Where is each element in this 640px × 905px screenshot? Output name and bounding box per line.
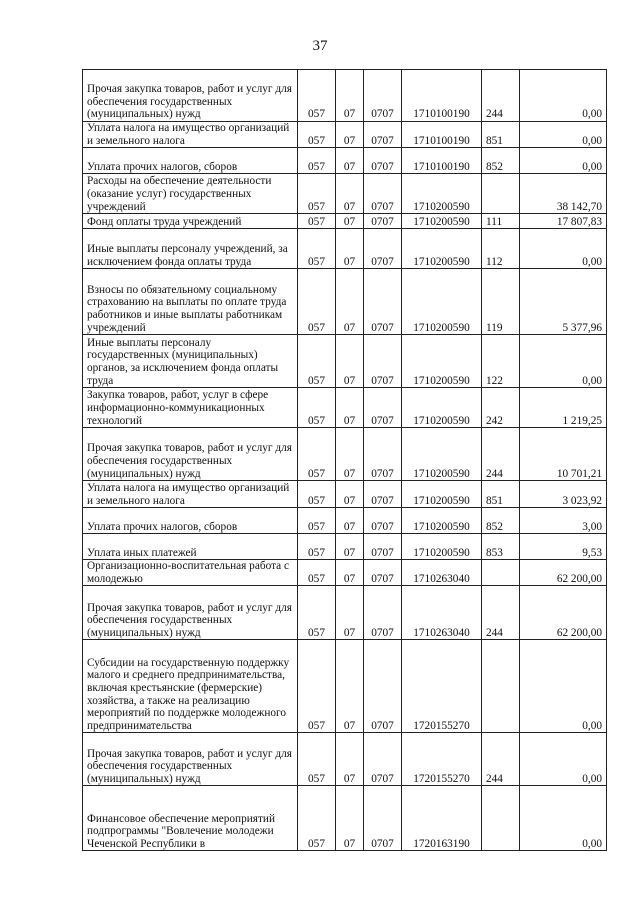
row-target-article-cell: 1710200590 — [402, 428, 482, 481]
row-subsection-code-cell: 0707 — [364, 481, 402, 508]
row-target-article-cell: 1710263040 — [402, 586, 482, 640]
table-row — [83, 481, 607, 508]
table-row — [83, 229, 607, 269]
row-section-code-cell: 07 — [336, 640, 364, 733]
row-ministry-code-cell: 057 — [298, 122, 336, 148]
table-row — [83, 428, 607, 481]
row-expense-type-cell: 122 — [482, 335, 520, 388]
row-name-cell: Прочая закупка товаров, работ и услуг для обеспечения государственных (муниципальных) нужд — [83, 586, 298, 640]
row-subsection-code-cell: 0707 — [364, 560, 402, 586]
row-name-cell: Финансовое обеспечение мероприятий подпрограммы "Вовлечение молодежи Чеченской Республики в — [83, 786, 298, 851]
row-subsection-code-cell: 0707 — [364, 174, 402, 214]
row-expense-type-cell: 851 — [482, 481, 520, 508]
row-ministry-code-cell: 057 — [298, 214, 336, 229]
row-ministry-code-cell: 057 — [298, 229, 336, 269]
row-section-code-cell: 07 — [336, 786, 364, 851]
row-target-article-cell: 1720163190 — [402, 786, 482, 851]
row-subsection-code-cell: 0707 — [364, 428, 402, 481]
row-section-code-cell: 07 — [336, 586, 364, 640]
row-amount-cell: 0,00 — [520, 733, 607, 786]
table-row — [83, 122, 607, 148]
row-ministry-code-cell: 057 — [298, 388, 336, 428]
row-target-article-cell: 1710200590 — [402, 335, 482, 388]
table-row — [83, 214, 607, 229]
row-name-cell: Расходы на обеспечение деятельности (оказание услуг) государственных учреждений — [83, 174, 298, 214]
row-subsection-code-cell: 0707 — [364, 733, 402, 786]
table-row — [83, 335, 607, 388]
row-section-code-cell: 07 — [336, 428, 364, 481]
row-target-article-cell: 1710200590 — [402, 481, 482, 508]
row-name-cell: Прочая закупка товаров, работ и услуг для обеспечения государственных (муниципальных) нужд — [83, 733, 298, 786]
row-expense-type-cell: 244 — [482, 586, 520, 640]
table-row — [83, 586, 607, 640]
row-name-cell: Прочая закупка товаров, работ и услуг для обеспечения государственных (муниципальных) нужд — [83, 428, 298, 481]
row-section-code-cell: 07 — [336, 229, 364, 269]
row-expense-type-cell: 119 — [482, 269, 520, 335]
row-name-cell: Организационно-воспитательная работа с молодежью — [83, 560, 298, 586]
row-amount-cell: 62 200,00 — [520, 586, 607, 640]
table-row — [83, 70, 607, 122]
table-row — [83, 534, 607, 560]
row-amount-cell: 5 377,96 — [520, 269, 607, 335]
budget-table-body — [83, 70, 607, 851]
row-expense-type-cell: 244 — [482, 70, 520, 122]
row-amount-cell: 10 701,21 — [520, 428, 607, 481]
row-section-code-cell: 07 — [336, 269, 364, 335]
row-section-code-cell: 07 — [336, 560, 364, 586]
row-section-code-cell: 07 — [336, 174, 364, 214]
row-section-code-cell: 07 — [336, 733, 364, 786]
row-amount-cell: 0,00 — [520, 335, 607, 388]
row-section-code-cell: 07 — [336, 214, 364, 229]
row-ministry-code-cell: 057 — [298, 508, 336, 534]
row-ministry-code-cell: 057 — [298, 586, 336, 640]
row-target-article-cell: 1710100190 — [402, 70, 482, 122]
row-section-code-cell: 07 — [336, 534, 364, 560]
row-name-cell: Иные выплаты персоналу учреждений, за исключением фонда оплаты труда — [83, 229, 298, 269]
table-row — [83, 269, 607, 335]
row-amount-cell: 0,00 — [520, 229, 607, 269]
row-name-cell: Уплата прочих налогов, сборов — [83, 508, 298, 534]
row-ministry-code-cell: 057 — [298, 335, 336, 388]
row-name-cell: Иные выплаты персоналу государственных (муниципальных) органов, за исключением фонда оплаты труда — [83, 335, 298, 388]
row-section-code-cell: 07 — [336, 335, 364, 388]
row-target-article-cell: 1710200590 — [402, 508, 482, 534]
row-subsection-code-cell: 0707 — [364, 640, 402, 733]
row-subsection-code-cell: 0707 — [364, 534, 402, 560]
row-target-article-cell: 1710200590 — [402, 269, 482, 335]
row-expense-type-cell: 111 — [482, 214, 520, 229]
row-target-article-cell: 1720155270 — [402, 733, 482, 786]
table-row — [83, 560, 607, 586]
row-ministry-code-cell: 057 — [298, 70, 336, 122]
row-amount-cell: 3,00 — [520, 508, 607, 534]
row-name-cell: Прочая закупка товаров, работ и услуг для обеспечения государственных (муниципальных) нужд — [83, 70, 298, 122]
row-ministry-code-cell: 057 — [298, 640, 336, 733]
row-expense-type-cell: 852 — [482, 148, 520, 174]
row-name-cell: Уплата прочих налогов, сборов — [83, 148, 298, 174]
row-target-article-cell: 1710100190 — [402, 148, 482, 174]
row-subsection-code-cell: 0707 — [364, 786, 402, 851]
table-row — [83, 733, 607, 786]
row-target-article-cell: 1710200590 — [402, 229, 482, 269]
row-subsection-code-cell: 0707 — [364, 229, 402, 269]
row-name-cell: Субсидии на государственную поддержку малого и среднего предпринимательства, включая крестьянские (фермерские) хозяйства, а также на реализацию мероприятий по поддержке молодежного предпринимательства — [83, 640, 298, 733]
row-subsection-code-cell: 0707 — [364, 335, 402, 388]
row-subsection-code-cell: 0707 — [364, 586, 402, 640]
row-amount-cell: 0,00 — [520, 640, 607, 733]
row-target-article-cell: 1710100190 — [402, 122, 482, 148]
row-expense-type-cell: 851 — [482, 122, 520, 148]
row-ministry-code-cell: 057 — [298, 733, 336, 786]
row-section-code-cell: 07 — [336, 481, 364, 508]
row-section-code-cell: 07 — [336, 148, 364, 174]
row-expense-type-cell: 242 — [482, 388, 520, 428]
row-amount-cell: 3 023,92 — [520, 481, 607, 508]
row-expense-type-cell — [482, 786, 520, 851]
row-amount-cell: 0,00 — [520, 786, 607, 851]
row-name-cell: Фонд оплаты труда учреждений — [83, 214, 298, 229]
row-expense-type-cell — [482, 560, 520, 586]
row-name-cell: Уплата налога на имущество организаций и земельного налога — [83, 481, 298, 508]
row-ministry-code-cell: 057 — [298, 534, 336, 560]
row-ministry-code-cell: 057 — [298, 174, 336, 214]
row-name-cell: Взносы по обязательному социальному страхованию на выплаты по оплате труда работников и иные выплаты работникам учреждений — [83, 269, 298, 335]
row-section-code-cell: 07 — [336, 122, 364, 148]
row-expense-type-cell — [482, 174, 520, 214]
table-row — [83, 174, 607, 214]
row-name-cell: Уплата налога на имущество организаций и земельного налога — [83, 122, 298, 148]
row-ministry-code-cell: 057 — [298, 428, 336, 481]
row-name-cell: Закупка товаров, работ, услуг в сфере информационно-коммуникационных технологий — [83, 388, 298, 428]
row-amount-cell: 0,00 — [520, 122, 607, 148]
row-expense-type-cell: 112 — [482, 229, 520, 269]
row-section-code-cell: 07 — [336, 508, 364, 534]
row-amount-cell: 38 142,70 — [520, 174, 607, 214]
row-section-code-cell: 07 — [336, 388, 364, 428]
row-expense-type-cell: 244 — [482, 733, 520, 786]
row-amount-cell: 62 200,00 — [520, 560, 607, 586]
row-ministry-code-cell: 057 — [298, 560, 336, 586]
budget-table — [82, 69, 607, 851]
row-target-article-cell: 1710263040 — [402, 560, 482, 586]
row-name-cell: Уплата иных платежей — [83, 534, 298, 560]
row-amount-cell: 0,00 — [520, 70, 607, 122]
row-amount-cell: 0,00 — [520, 148, 607, 174]
row-subsection-code-cell: 0707 — [364, 508, 402, 534]
row-expense-type-cell: 244 — [482, 428, 520, 481]
row-subsection-code-cell: 0707 — [364, 214, 402, 229]
row-ministry-code-cell: 057 — [298, 148, 336, 174]
row-target-article-cell: 1710200590 — [402, 174, 482, 214]
row-subsection-code-cell: 0707 — [364, 148, 402, 174]
row-target-article-cell: 1710200590 — [402, 388, 482, 428]
row-expense-type-cell — [482, 640, 520, 733]
table-row — [83, 148, 607, 174]
row-subsection-code-cell: 0707 — [364, 70, 402, 122]
row-section-code-cell: 07 — [336, 70, 364, 122]
row-target-article-cell: 1710200590 — [402, 534, 482, 560]
table-row — [83, 640, 607, 733]
row-ministry-code-cell: 057 — [298, 786, 336, 851]
row-target-article-cell: 1710200590 — [402, 214, 482, 229]
page-number: 37 — [312, 38, 328, 54]
table-row — [83, 388, 607, 428]
row-target-article-cell: 1720155270 — [402, 640, 482, 733]
row-amount-cell: 1 219,25 — [520, 388, 607, 428]
table-row — [83, 508, 607, 534]
row-amount-cell: 9,53 — [520, 534, 607, 560]
row-subsection-code-cell: 0707 — [364, 269, 402, 335]
row-expense-type-cell: 853 — [482, 534, 520, 560]
row-amount-cell: 17 807,83 — [520, 214, 607, 229]
row-subsection-code-cell: 0707 — [364, 388, 402, 428]
row-ministry-code-cell: 057 — [298, 481, 336, 508]
row-subsection-code-cell: 0707 — [364, 122, 402, 148]
row-expense-type-cell: 852 — [482, 508, 520, 534]
table-row — [83, 786, 607, 851]
row-ministry-code-cell: 057 — [298, 269, 336, 335]
